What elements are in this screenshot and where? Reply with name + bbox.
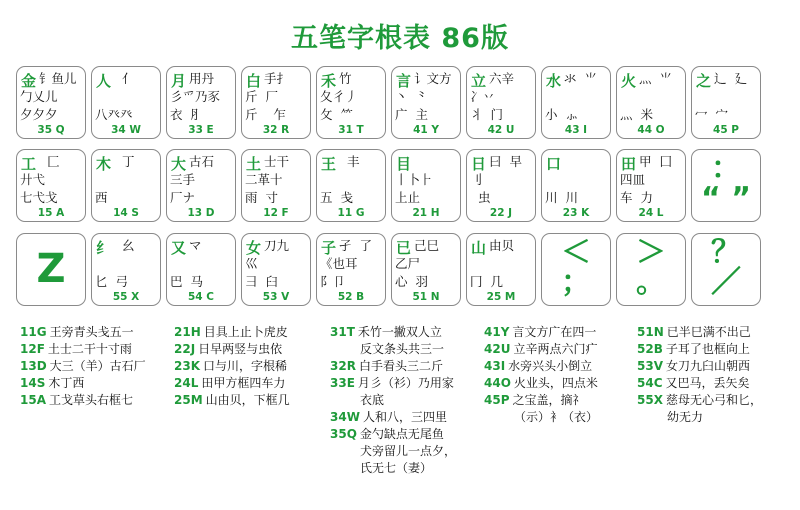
key-main-radical: 木 bbox=[96, 155, 112, 173]
legend-text: 禾竹一撇双人立 bbox=[357, 325, 442, 339]
legend-text: 大三（羊）古石厂 bbox=[49, 359, 146, 373]
key-radicals-row3: 衣 ⺼ bbox=[170, 107, 203, 122]
legend-line bbox=[20, 375, 146, 392]
legend-text: 慈母无心弓和匕， bbox=[665, 393, 762, 407]
key-43-i bbox=[541, 66, 611, 139]
key-radicals-row2: 四皿 bbox=[620, 172, 646, 187]
legend-line bbox=[20, 392, 146, 409]
legend-code: 25M bbox=[174, 393, 203, 407]
key-22-j bbox=[466, 149, 536, 222]
legend-code: 44O bbox=[484, 376, 511, 390]
key-21-h bbox=[391, 149, 461, 222]
key-radicals-row1: 幺 bbox=[114, 238, 135, 253]
key-main-radical: 纟 bbox=[96, 239, 112, 257]
key-31-t bbox=[316, 66, 386, 139]
legend-column bbox=[637, 324, 762, 426]
key-radicals-row1: 用丹 bbox=[189, 71, 215, 86]
key-code: 11 G bbox=[337, 207, 365, 219]
key-radicals-row2: 三手 bbox=[170, 172, 203, 187]
key-radicals-row2: 廾弋 bbox=[20, 172, 46, 187]
key-radicals-row1: 丁 bbox=[114, 154, 135, 169]
key-code: 41 Y bbox=[413, 124, 439, 136]
key-symbol-19 bbox=[691, 149, 761, 222]
key-main-radical: 禾 bbox=[321, 72, 337, 90]
key-main-radical: 火 bbox=[621, 72, 637, 90]
key-radicals-row2: 斤 厂 bbox=[245, 89, 278, 104]
key-main-radical: 土 bbox=[246, 155, 262, 173]
key-radicals-row2: 乙尸 bbox=[395, 256, 428, 271]
legend-line bbox=[20, 324, 146, 341]
legend-line bbox=[484, 341, 598, 358]
key-code: 32 R bbox=[262, 124, 290, 136]
legend-code: 51N bbox=[637, 325, 664, 339]
key-radicals-row3: 冖 宀 bbox=[695, 107, 728, 122]
legend-text: 火业头，四点米 bbox=[513, 376, 598, 390]
key-symbol-upper: ： bbox=[711, 151, 741, 186]
key-52-b bbox=[316, 233, 386, 306]
legend-line bbox=[330, 392, 456, 409]
key-code: 51 N bbox=[412, 291, 440, 303]
key-13-d bbox=[166, 149, 236, 222]
key-radicals-row3: 车 力 bbox=[620, 190, 653, 205]
key-symbol-lower: 。 bbox=[636, 265, 666, 300]
key-radicals-row3: 八癶癶 bbox=[95, 107, 133, 122]
key-radicals-row1: 灬 ⺌ bbox=[639, 71, 672, 86]
key-radicals-row3: 阝卩 bbox=[320, 274, 353, 289]
legend-text: 幼无力 bbox=[667, 410, 704, 424]
legend-line bbox=[330, 426, 456, 443]
key-code: 52 B bbox=[337, 291, 365, 303]
legend-line bbox=[174, 341, 290, 358]
legend-column bbox=[484, 324, 598, 426]
key-symbol-lower: ； bbox=[561, 265, 591, 300]
legend-text: 山由贝，下框几 bbox=[205, 393, 290, 407]
key-symbol-lower: “ ” bbox=[701, 181, 751, 216]
key-41-y bbox=[391, 66, 461, 139]
key-big-letter: Z bbox=[36, 246, 66, 292]
key-main-radical: 子 bbox=[321, 239, 337, 257]
key-34-w bbox=[91, 66, 161, 139]
key-radicals-row3: 丬 门 bbox=[470, 107, 503, 122]
legend-text: 白手看头三二斤 bbox=[358, 359, 443, 373]
key-radicals-row1: 士干 bbox=[264, 154, 290, 169]
key-main-radical: 山 bbox=[471, 239, 487, 257]
key-symbol-upper: ？ bbox=[711, 235, 741, 270]
key-radicals-row1: 丰 bbox=[339, 154, 360, 169]
key-main-radical: 田 bbox=[621, 155, 637, 173]
key-42-u bbox=[466, 66, 536, 139]
legend-text: 反文条头共三一 bbox=[360, 342, 445, 356]
key-radicals-row2: 《也耳 bbox=[320, 256, 358, 271]
key-main-radical: 大 bbox=[171, 155, 187, 173]
key-11-g bbox=[316, 149, 386, 222]
key-symbol-27 bbox=[541, 233, 611, 306]
key-radicals-row1: 刀九 bbox=[264, 238, 290, 253]
key-24-l bbox=[616, 149, 686, 222]
key-radicals-row2: 二革十 bbox=[245, 172, 283, 187]
key-code: 24 L bbox=[638, 207, 664, 219]
legend-text: 木丁西 bbox=[48, 376, 85, 390]
key-radicals-row1: 匚 bbox=[39, 154, 60, 169]
key-radicals-row3: 西 bbox=[95, 190, 108, 205]
key-15-a bbox=[16, 149, 86, 222]
key-code: 55 X bbox=[112, 291, 140, 303]
key-main-radical: 水 bbox=[546, 72, 562, 90]
key-radicals-row1: 钅鱼儿 bbox=[39, 71, 77, 86]
legend-text: 月彡（衫）乃用家 bbox=[357, 376, 454, 390]
legend-line bbox=[637, 392, 762, 409]
key-main-radical: 工 bbox=[21, 155, 37, 173]
legend-line bbox=[484, 324, 598, 341]
legend-line bbox=[330, 341, 456, 358]
legend-text: 衣底 bbox=[360, 393, 385, 407]
legend-column bbox=[20, 324, 146, 409]
key-radicals-row3: 雨 寸 bbox=[245, 190, 278, 205]
legend-code: 35Q bbox=[330, 427, 357, 441]
key-code: 45 P bbox=[713, 124, 739, 136]
key-radicals-row2: 彡爫乃豕 bbox=[170, 89, 221, 104]
key-main-radical: 女 bbox=[246, 239, 262, 257]
key-radicals-row3: 巴 马 bbox=[170, 274, 203, 289]
key-radicals-row1: 手扌 bbox=[264, 71, 290, 86]
key-symbol-lower: ／ bbox=[711, 265, 741, 300]
key-radicals-row1: 六辛 bbox=[489, 71, 515, 86]
key-radicals-row3: 上止 bbox=[395, 190, 428, 205]
legend-text: 子耳了也框向上 bbox=[665, 342, 750, 356]
legend-line bbox=[330, 375, 456, 392]
legend-code: 33E bbox=[330, 376, 355, 390]
key-radicals-row2: 夂彳丿 bbox=[320, 89, 358, 104]
key-25-m bbox=[466, 233, 536, 306]
key-code: 25 M bbox=[486, 291, 516, 303]
key-code: 23 K bbox=[562, 207, 590, 219]
key-radicals-row3: 冂 几 bbox=[470, 274, 503, 289]
key-radicals-row3: 厂ナ bbox=[170, 190, 203, 205]
legend-text: 口与川，字根稀 bbox=[203, 359, 288, 373]
key-code: 12 F bbox=[263, 207, 289, 219]
key-44-o bbox=[616, 66, 686, 139]
key-main-radical: 口 bbox=[546, 155, 562, 173]
key-code: 21 H bbox=[412, 207, 440, 219]
key-main-radical: 白 bbox=[246, 72, 262, 90]
legend-text: 工戈草头右框七 bbox=[49, 393, 134, 407]
key-code: 54 C bbox=[188, 291, 214, 303]
key-code: 44 O bbox=[637, 124, 665, 136]
legend-code: 11G bbox=[20, 325, 47, 339]
key-main-radical: 立 bbox=[471, 72, 487, 90]
legend-line bbox=[174, 358, 290, 375]
legend-line bbox=[484, 375, 598, 392]
legend-text: 人和八，三四里 bbox=[362, 410, 447, 424]
legend-line bbox=[637, 341, 762, 358]
key-radicals-row3: 斤 乍 bbox=[245, 107, 286, 122]
legend-code: 12F bbox=[20, 342, 45, 356]
legend-line bbox=[20, 358, 146, 375]
key-radicals-row3: 攵 ⺮ bbox=[320, 107, 353, 122]
key-code: 43 I bbox=[564, 124, 588, 136]
legend-code: 31T bbox=[330, 325, 355, 339]
legend-line bbox=[637, 324, 762, 341]
legend-code: 34W bbox=[330, 410, 360, 424]
key-54-c bbox=[166, 233, 236, 306]
key-code: 14 S bbox=[113, 207, 139, 219]
legend-line bbox=[484, 409, 598, 426]
legend-text: 又巴马，丢矢矣 bbox=[665, 376, 750, 390]
legend-text: 氏无七（妻） bbox=[360, 461, 433, 475]
key-radicals-row1: 曰 早 bbox=[489, 154, 522, 169]
key-radicals-row1: 己巳 bbox=[414, 238, 440, 253]
key-code: 53 V bbox=[262, 291, 290, 303]
legend-line bbox=[174, 375, 290, 392]
key-35-q bbox=[16, 66, 86, 139]
legend-line bbox=[20, 341, 146, 358]
legend-text: （示）衤（衣） bbox=[514, 410, 599, 424]
key-main-radical: 之 bbox=[696, 72, 712, 90]
key-radicals-row3: 心 羽 bbox=[395, 274, 428, 289]
key-radicals-row3: 匕 弓 bbox=[95, 274, 128, 289]
key-symbol-upper: ＜ bbox=[561, 235, 591, 270]
key-code: 34 W bbox=[111, 124, 141, 136]
legend-code: 55X bbox=[637, 393, 663, 407]
legend-code: 22J bbox=[174, 342, 196, 356]
key-radicals-row2: 丶 ⺀ bbox=[395, 89, 428, 104]
key-radicals-row1: 亻 bbox=[114, 71, 135, 86]
key-main-radical: 人 bbox=[96, 72, 112, 90]
key-radicals-row3: 七弋戈 bbox=[20, 190, 58, 205]
key-radicals-row1: 氺 ⺌ bbox=[564, 71, 597, 86]
key-radicals-row2: 巛 bbox=[245, 256, 258, 271]
legend-text: 女刀九臼山朝西 bbox=[666, 359, 751, 373]
key-code: 22 J bbox=[489, 207, 513, 219]
key-radicals-row3: 灬 米 bbox=[620, 107, 653, 122]
key-symbol-29 bbox=[691, 233, 761, 306]
legend-code: 14S bbox=[20, 376, 46, 390]
legend-text: 王旁青头戋五一 bbox=[49, 325, 134, 339]
key-radicals-row2: 刂 bbox=[470, 172, 491, 187]
key-radicals-row3: 广 主 bbox=[395, 107, 428, 122]
legend-code: 53V bbox=[637, 359, 663, 373]
legend-code: 13D bbox=[20, 359, 47, 373]
legend-line bbox=[330, 409, 456, 426]
key-radicals-row3: 小 ⺗ bbox=[545, 107, 578, 122]
legend-line bbox=[637, 375, 762, 392]
legend-line bbox=[637, 358, 762, 375]
legend-text: 之宝盖，摘礻 bbox=[512, 393, 585, 407]
legend-text: 目具上止卜虎皮 bbox=[203, 325, 288, 339]
key-14-s bbox=[91, 149, 161, 222]
legend-code: 24L bbox=[174, 376, 199, 390]
legend-text: 水旁兴头小倒立 bbox=[508, 359, 593, 373]
legend-line bbox=[330, 443, 456, 460]
legend-code: 21H bbox=[174, 325, 201, 339]
key-radicals-row1: 讠文方 bbox=[414, 71, 452, 86]
legend-text: 言文方广在四一 bbox=[512, 325, 597, 339]
key-symbol-20 bbox=[16, 233, 86, 306]
key-radicals-row2: 丨卜⺊ bbox=[395, 172, 433, 187]
key-code: 33 E bbox=[188, 124, 214, 136]
key-main-radical: 王 bbox=[321, 155, 337, 173]
legend-code: 54C bbox=[637, 376, 663, 390]
legend-text: 立辛两点六门疒 bbox=[513, 342, 598, 356]
legend-code: 45P bbox=[484, 393, 510, 407]
page-title: 五笔字根表 86版 bbox=[291, 23, 509, 54]
key-radicals-row2: 冫丷 bbox=[470, 89, 496, 104]
key-code: 13 D bbox=[187, 207, 215, 219]
key-55-x bbox=[91, 233, 161, 306]
legend-column bbox=[174, 324, 290, 409]
key-12-f bbox=[241, 149, 311, 222]
legend-code: 42U bbox=[484, 342, 511, 356]
key-radicals-row1: 辶 廴 bbox=[714, 71, 747, 86]
legend-line bbox=[174, 392, 290, 409]
key-main-radical: 日 bbox=[471, 155, 487, 173]
legend-line bbox=[484, 358, 598, 375]
legend-line bbox=[330, 358, 456, 375]
key-main-radical: 又 bbox=[171, 239, 187, 257]
key-33-e bbox=[166, 66, 236, 139]
key-symbol-28 bbox=[616, 233, 686, 306]
legend-line bbox=[174, 324, 290, 341]
key-radicals-row1: 孑 了 bbox=[339, 238, 372, 253]
key-code: 42 U bbox=[487, 124, 515, 136]
key-radicals-row2: 勹乂儿 bbox=[20, 89, 58, 104]
key-main-radical: 言 bbox=[396, 72, 412, 90]
key-45-p bbox=[691, 66, 761, 139]
key-radicals-row3: 彐 臼 bbox=[245, 274, 278, 289]
legend-text: 日早两竖与虫依 bbox=[198, 342, 283, 356]
key-23-k bbox=[541, 149, 611, 222]
key-code: 31 T bbox=[338, 124, 364, 136]
key-radicals-row1: 竹 bbox=[339, 71, 352, 86]
key-51-n bbox=[391, 233, 461, 306]
legend-code: 15A bbox=[20, 393, 46, 407]
key-radicals-row1: 古石 bbox=[189, 154, 215, 169]
legend-code: 23K bbox=[174, 359, 200, 373]
key-radicals-row3: 夕夕夕 bbox=[20, 107, 58, 122]
key-main-radical: 金 bbox=[21, 72, 37, 90]
legend-code: 52B bbox=[637, 342, 663, 356]
legend-text: 土士二干十寸雨 bbox=[47, 342, 132, 356]
legend-column bbox=[330, 324, 456, 477]
key-code: 15 A bbox=[37, 207, 65, 219]
legend-line bbox=[484, 392, 598, 409]
legend-text: 已半巳满不出己 bbox=[666, 325, 751, 339]
key-main-radical: 目 bbox=[396, 155, 412, 173]
key-radicals-row1: 由贝 bbox=[489, 238, 515, 253]
legend-line bbox=[637, 409, 762, 426]
key-radicals-row1: 甲 囗 bbox=[639, 154, 672, 169]
legend-line bbox=[330, 460, 456, 477]
key-radicals-row1: マ bbox=[189, 238, 210, 253]
legend-text: 犬旁留儿一点夕， bbox=[360, 444, 457, 458]
legend-text: 田甲方框四车力 bbox=[201, 376, 286, 390]
key-code: 35 Q bbox=[37, 124, 65, 136]
legend-text: 金勺缺点无尾鱼 bbox=[359, 427, 444, 441]
key-main-radical: 已 bbox=[396, 239, 412, 257]
key-symbol-upper: ＞ bbox=[636, 235, 666, 270]
legend-line bbox=[330, 324, 456, 341]
key-32-r bbox=[241, 66, 311, 139]
key-radicals-row3: 虫 bbox=[470, 190, 491, 205]
key-main-radical: 月 bbox=[171, 72, 187, 90]
key-53-v bbox=[241, 233, 311, 306]
key-radicals-row3: 川 川 bbox=[545, 190, 578, 205]
key-radicals-row3: 五 戋 bbox=[320, 190, 353, 205]
legend-code: 43I bbox=[484, 359, 506, 373]
legend-code: 32R bbox=[330, 359, 356, 373]
legend-code: 41Y bbox=[484, 325, 510, 339]
